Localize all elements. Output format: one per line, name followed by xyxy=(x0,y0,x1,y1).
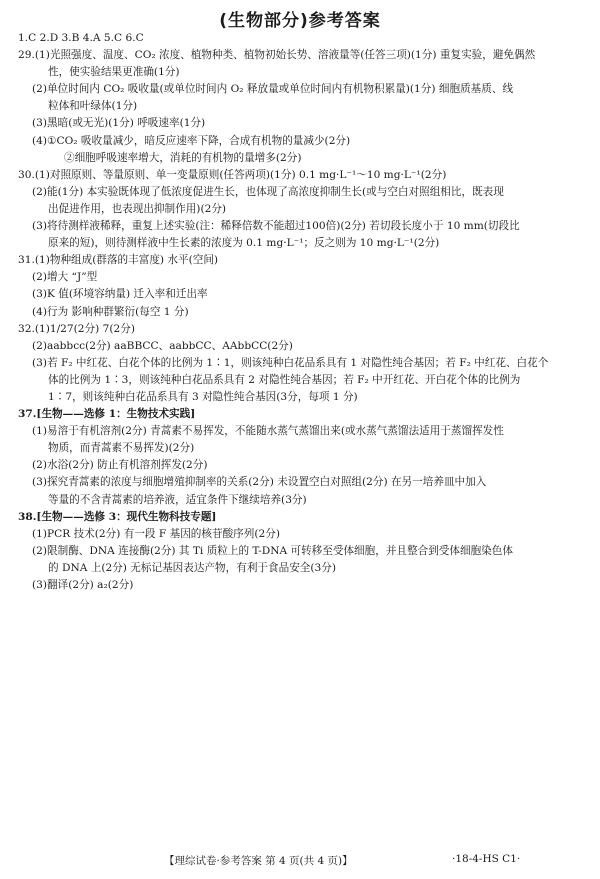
answer-line: 32.(1)1/27(2分) 7(2分) xyxy=(18,322,135,335)
answer-line: 粒体和叶绿体(1分) xyxy=(48,100,138,113)
answer-line: (2)水浴(2分) 防止有机溶剂挥发(2分) xyxy=(32,459,208,472)
answer-line: (1)PCR 技术(2分) 有一段 F 基因的核苷酸序列(2分) xyxy=(32,527,280,540)
answer-line: (3)翻译(2分) a₂(2分) xyxy=(32,579,134,591)
answer-content xyxy=(18,30,590,594)
answer-line: (3)探究青蒿素的浓度与细胞增殖抑制率的关系(2分) 未设置空白对照组(2分) 在另一培养皿中加入 xyxy=(32,476,487,489)
answer-line: (1)易溶于有机溶剂(2分) 青蒿素不易挥发，不能随水蒸气蒸馏出来(或水蒸气蒸馏法适用于蒸馏挥发性 xyxy=(32,425,504,438)
answer-line: 1.C 2.D 3.B 4.A 5.C 6.C xyxy=(18,32,144,44)
answer-line: 性，使实验结果更准确(1分) xyxy=(48,66,180,79)
answer-line: 的 DNA 上(2分) 无标记基因表达产物，有利于食品安全(3分) xyxy=(48,561,336,574)
answer-line: 物质，而青蒿素不易挥发)(2分) xyxy=(48,442,195,455)
answer-line: 体的比例为 1∶3，则该纯种白花品系具有 2 对隐性纯合基因；若 F₂ 中开红花、开白花个体的比例为 xyxy=(48,373,521,386)
answer-line: ②细胞呼吸速率增大，消耗的有机物的量增多(2分) xyxy=(64,151,302,164)
answer-line: 29.(1)光照强度、温度、CO₂ 浓度、植物种类、植物初始长势、溶液量等(任答三项)(1分) 重复实验，避免偶然 xyxy=(18,49,536,62)
answer-line: 31.(1)物种组成(群落的丰富度) 水平(空间) xyxy=(18,254,219,267)
answer-line: 30.(1)对照原则、等量原则、单一变量原则(任答两项)(1分) 0.1 mg·L⁻¹～10 mg·L⁻¹(2分) xyxy=(18,168,447,181)
page-title: (生物部分)参考答案 xyxy=(219,11,381,31)
answer-line: 原来的短)，则待测样液中生长素的浓度为 0.1 mg·L⁻¹；反之则为 10 mg·L⁻¹(2分) xyxy=(48,237,440,250)
answer-line: (4)行为 影响种群繁衍(每空 1 分) xyxy=(32,305,189,318)
answer-line: (3)将待测样液稀释，重复上述实验(注：稀释倍数不能超过100倍)(2分) 若切段长度小于 10 mm(切段比 xyxy=(32,220,520,233)
answer-line: (3)若 F₂ 中红花、白花个体的比例为 1∶1，则该纯种白花品系具有 1 对隐性纯合基因；若 F₂ 中红花、白花个 xyxy=(32,356,549,369)
answer-line: (4)①CO₂ 吸收量减少，暗反应速率下降，合成有机物的量减少(2分) xyxy=(32,134,351,147)
answer-line: (2)限制酶、DNA 连接酶(2分) 其 Ti 质粒上的 T-DNA 可转移至受体细胞，并且整合到受体细胞染色体 xyxy=(32,544,513,557)
footer-page-info: 【理综试卷·参考答案 第 4 页(共 4 页)】 xyxy=(164,855,353,867)
answer-line: (3)黑暗(或无光)(1分) 呼吸速率(1分) xyxy=(32,117,206,130)
answer-line: (3)K 值(环境容纳量) 迁入率和迁出率 xyxy=(32,288,208,301)
answer-line: (2)增大 “J”型 xyxy=(32,271,98,284)
answer-line: 出促进作用，也表现出抑制作用)(2分) xyxy=(48,202,227,215)
answer-line: 等量的不含青蒿素的培养液，适宜条件下继续培养(3分) xyxy=(48,493,307,506)
answer-line: 1∶7，则该纯种白花品系具有 3 对隐性纯合基因(3分，每项 1 分) xyxy=(48,390,358,403)
answer-line: (2)aabbcc(2分) aaBBCC、aabbCC、AAbbCC(2分) xyxy=(32,339,293,352)
section-heading: 38.[生物——选修 3：现代生物科技专题] xyxy=(18,510,217,523)
footer-code: ·18-4-HS C1· xyxy=(452,853,521,865)
answer-line: (2)单位时间内 CO₂ 吸收量(或单位时间内 O₂ 释放量或单位时间内有机物积累量)(1分) 细胞质基质、线 xyxy=(32,83,514,96)
answer-line: (2)能(1分) 本实验既体现了低浓度促进生长，也体现了高浓度抑制生长(或与空白对照组相比，既表现 xyxy=(32,185,504,198)
section-heading: 37.[生物——选修 1：生物技术实践] xyxy=(18,408,196,421)
